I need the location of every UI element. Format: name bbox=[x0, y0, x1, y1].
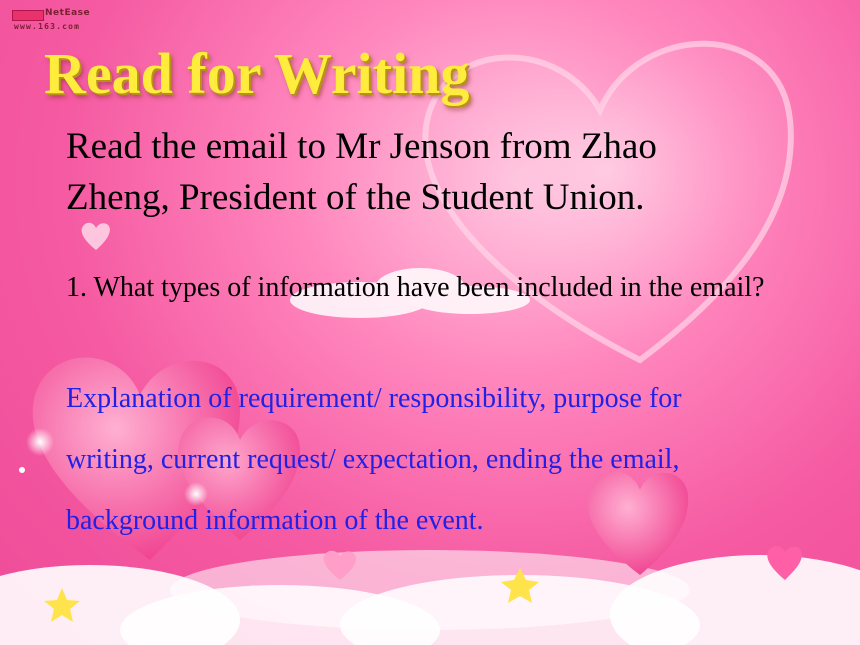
netease-logo bbox=[12, 8, 92, 34]
logo-url-text: www.163.com bbox=[14, 22, 81, 31]
bottom-clouds bbox=[0, 550, 860, 645]
small-heart-left bbox=[82, 223, 110, 250]
question-text: 1. What types of information have been included in the email? bbox=[66, 272, 765, 303]
logo-mark bbox=[12, 10, 44, 21]
slide-title: Read for Writing bbox=[44, 41, 470, 106]
logo-brand-text: NetEase bbox=[45, 8, 91, 18]
intro-text: Read the email to Mr Jenson from Zhao Zheng, President of the Student Union. bbox=[66, 126, 657, 218]
answer-text: Explanation of requirement/ responsibility, purpose for writing, current request/ expectation, ending the email, background information of the event. bbox=[66, 383, 682, 536]
